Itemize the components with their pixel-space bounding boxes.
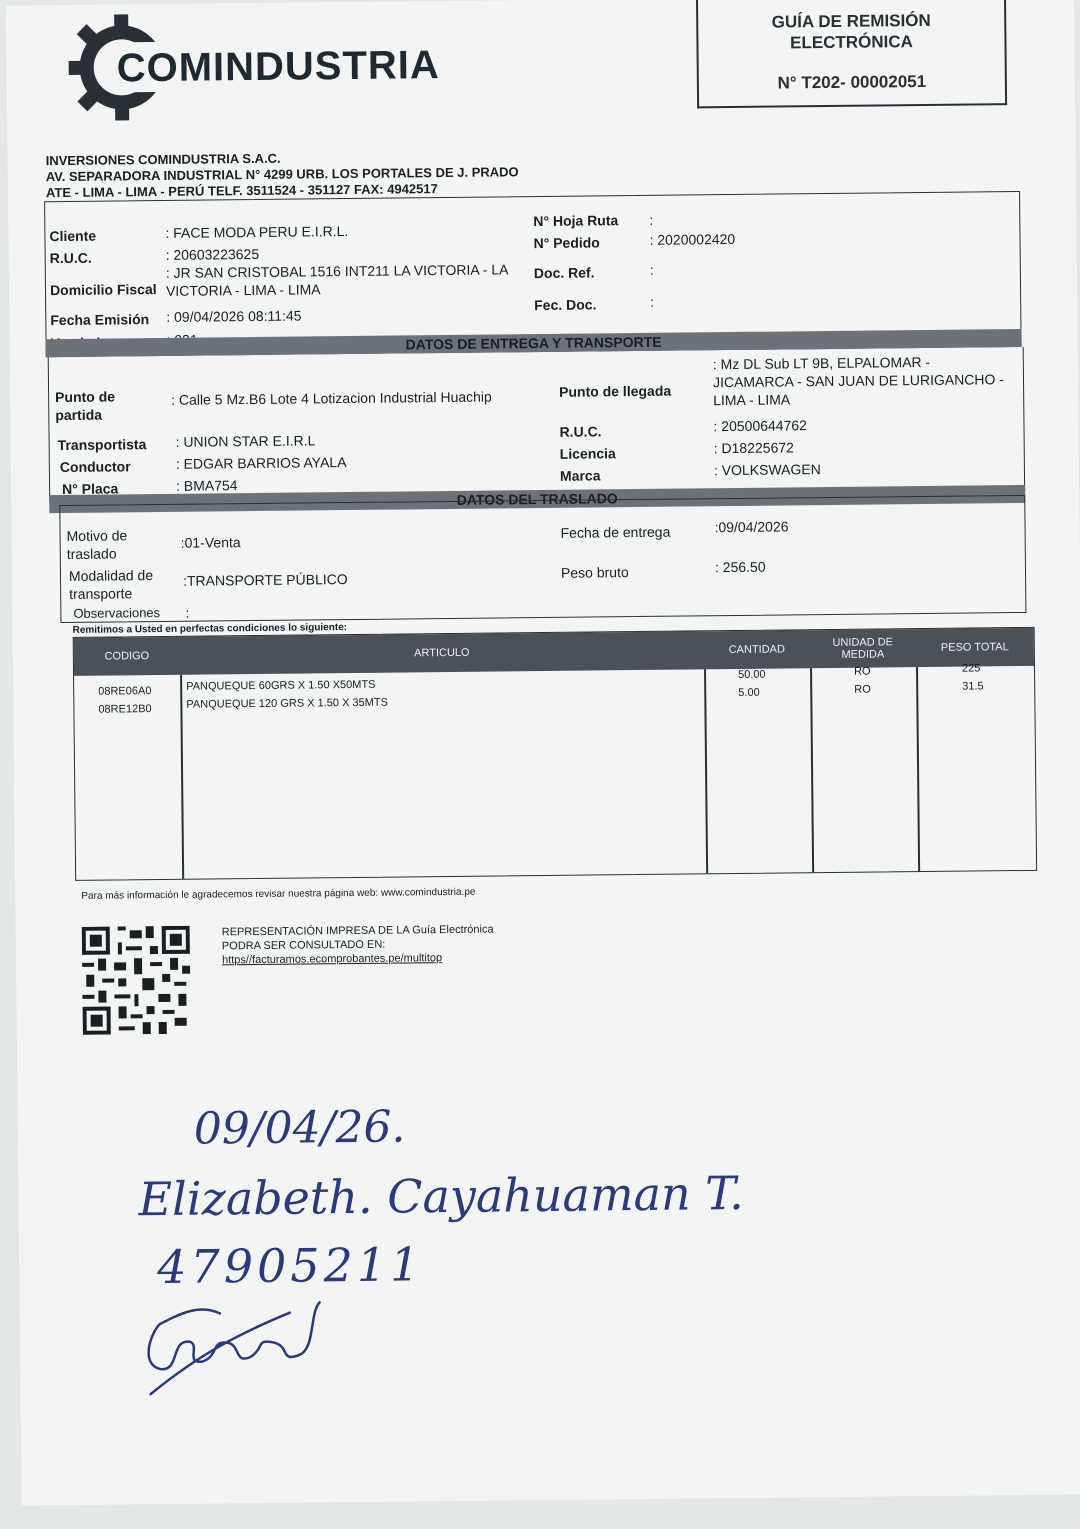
table-header bbox=[74, 628, 1034, 676]
doc-type-line2: ELECTRÓNICA bbox=[789, 32, 913, 53]
hoja-ruta-label: N° Hoja Ruta bbox=[533, 212, 619, 230]
peso-bruto-value: : 256.50 bbox=[714, 558, 766, 576]
transport-ruc-label: R.U.C. bbox=[559, 423, 602, 440]
ruc-value: : 20603223625 bbox=[165, 245, 260, 263]
modalidad-label-1: Modalidad de bbox=[68, 567, 154, 584]
motivo-label-2: traslado bbox=[66, 545, 117, 562]
fecha-entrega-value: :09/04/2026 bbox=[714, 518, 789, 536]
company-name: INVERSIONES COMINDUSTRIA S.A.C. bbox=[45, 150, 281, 169]
traslado-section-title: DATOS DEL TRASLADO bbox=[49, 485, 1025, 513]
row-peso: 31.5 bbox=[962, 680, 984, 693]
transport-section-title: DATOS DE ENTREGA Y TRANSPORTE bbox=[46, 329, 1022, 357]
transportista-value: : UNION STAR E.I.R.L bbox=[175, 432, 316, 450]
brand-name: COMINDUSTRIA bbox=[116, 43, 440, 91]
col-unidad: UNIDAD DE MEDIDA bbox=[832, 636, 894, 661]
document-type-box bbox=[696, 0, 1007, 108]
cliente-value: : FACE MODA PERU E.I.R.L. bbox=[165, 223, 349, 241]
cliente-label: Cliente bbox=[49, 227, 97, 245]
placa-value: : BMA754 bbox=[175, 477, 238, 494]
fecha-emision-label: Fecha Emisión bbox=[50, 311, 150, 329]
signature bbox=[140, 1292, 341, 1404]
fecha-emision-value: : 09/04/2026 08:11:45 bbox=[166, 307, 302, 325]
rep-line1: REPRESENTACIÓN IMPRESA DE LA Guía Electrónica bbox=[221, 923, 494, 939]
llegada-line2: JICAMARCA - SAN JUAN DE LURIGANCHO - bbox=[712, 371, 1005, 391]
doc-type-line1: GUÍA DE REMISIÓN bbox=[771, 10, 931, 32]
footer-info: Para más información le agradecemos revisar nuestra página web: www.comindustria.pe bbox=[81, 886, 476, 902]
qr-code-icon bbox=[82, 926, 191, 1035]
placa-label: N° Placa bbox=[62, 480, 119, 498]
fecha-entrega-label: Fecha de entrega bbox=[560, 523, 671, 541]
motivo-label-1: Motivo de bbox=[66, 527, 128, 544]
conductor-label: Conductor bbox=[59, 458, 131, 476]
domicilio-line1: : JR SAN CRISTOBAL 1516 INT211 LA VICTORIA - LA bbox=[165, 261, 509, 281]
rep-link[interactable]: https//facturamos.ecomprobantes.pe/multitop bbox=[221, 952, 443, 967]
observaciones-value: : bbox=[185, 604, 190, 621]
pedido-label: N° Pedido bbox=[533, 234, 600, 252]
row-articulo: PANQUEQUE 60GRS X 1.50 X50MTS bbox=[186, 678, 376, 693]
ruc-label: R.U.C. bbox=[49, 249, 92, 267]
col-cantidad: CANTIDAD bbox=[728, 643, 785, 657]
motivo-value: :01-Venta bbox=[180, 534, 241, 551]
transport-ruc-value: : 20500644762 bbox=[713, 417, 807, 435]
doc-ref-value: : bbox=[649, 261, 654, 278]
col-divider bbox=[916, 667, 920, 871]
llegada-line1: : Mz DL Sub LT 9B, ELPALOMAR - bbox=[712, 353, 931, 373]
marca-label: Marca bbox=[559, 467, 601, 484]
licencia-label: Licencia bbox=[559, 445, 616, 462]
partida-label-1: Punto de bbox=[55, 388, 116, 406]
domicilio-line2: VICTORIA - LIMA - LIMA bbox=[165, 281, 321, 299]
company-address: AV. SEPARADORA INDUSTRIAL N° 4299 URB. LOS PORTALES DE J. PRADO bbox=[45, 164, 519, 185]
observaciones-label: Observaciones bbox=[73, 605, 161, 621]
handwritten-id: 47905211 bbox=[156, 1237, 424, 1295]
pedido-value: : 2020002420 bbox=[649, 230, 736, 248]
traslado-section bbox=[59, 495, 1026, 623]
doc-ref-label: Doc. Ref. bbox=[533, 264, 595, 282]
company-info bbox=[46, 148, 519, 201]
col-peso: PESO TOTAL bbox=[940, 641, 1009, 654]
hoja-ruta-value: : bbox=[649, 211, 654, 228]
company-logo bbox=[66, 9, 487, 123]
row-codigo: 08RE06A0 bbox=[98, 685, 152, 698]
fec-doc-value: : bbox=[650, 293, 655, 310]
domicilio-label: Domicilio Fiscal bbox=[49, 281, 157, 299]
row-cantidad: 50.00 bbox=[738, 668, 766, 681]
company-contact: ATE - LIMA - LIMA - PERÚ TELF. 3511524 - 351127 FAX: 4942517 bbox=[45, 181, 438, 201]
fec-doc-label: Fec. Doc. bbox=[534, 296, 597, 314]
llegada-label: Punto de llegada bbox=[559, 382, 672, 400]
row-codigo: 08RE12B0 bbox=[98, 703, 152, 716]
row-unidad: RO bbox=[853, 665, 871, 678]
partida-value: : Calle 5 Mz.B6 Lote 4 Lotizacion Industrial Huachip bbox=[171, 388, 492, 408]
document-page bbox=[6, 0, 1080, 1506]
handwritten-date: 09/04/26. bbox=[193, 1101, 406, 1155]
col-divider bbox=[704, 669, 708, 873]
llegada-line3: LIMA - LIMA bbox=[713, 391, 791, 409]
representation-note bbox=[222, 923, 494, 968]
col-divider bbox=[180, 675, 184, 879]
items-table bbox=[73, 627, 1038, 881]
row-articulo: PANQUEQUE 120 GRS X 1.50 X 35MTS bbox=[186, 696, 388, 711]
document-number: N° T202- 00002051 bbox=[777, 71, 927, 93]
rep-line2: PODRA SER CONSULTADO EN: bbox=[221, 938, 386, 953]
transport-section bbox=[48, 347, 1025, 508]
conductor-value: : EDGAR BARRIOS AYALA bbox=[175, 454, 347, 472]
row-peso: 225 bbox=[961, 662, 981, 675]
col-articulo: ARTICULO bbox=[414, 646, 470, 660]
peso-bruto-label: Peso bruto bbox=[560, 564, 629, 581]
handwritten-name: Elizabeth. Cayahuaman T. bbox=[138, 1165, 745, 1227]
row-cantidad: 5.00 bbox=[738, 686, 760, 699]
transportista-label: Transportista bbox=[57, 436, 147, 454]
licencia-value: : D18225672 bbox=[713, 439, 794, 457]
col-codigo: CODIGO bbox=[104, 650, 150, 663]
client-section bbox=[44, 191, 1022, 357]
row-unidad: RO bbox=[854, 683, 871, 696]
modalidad-value: :TRANSPORTE PÚBLICO bbox=[182, 571, 348, 589]
modalidad-label-2: transporte bbox=[69, 585, 133, 602]
items-intro: Remitimos a Usted en perfectas condiciones lo siguiente: bbox=[72, 622, 348, 636]
col-divider bbox=[810, 668, 814, 872]
marca-value: : VOLKSWAGEN bbox=[713, 461, 821, 479]
partida-label-2: partida bbox=[55, 406, 103, 424]
